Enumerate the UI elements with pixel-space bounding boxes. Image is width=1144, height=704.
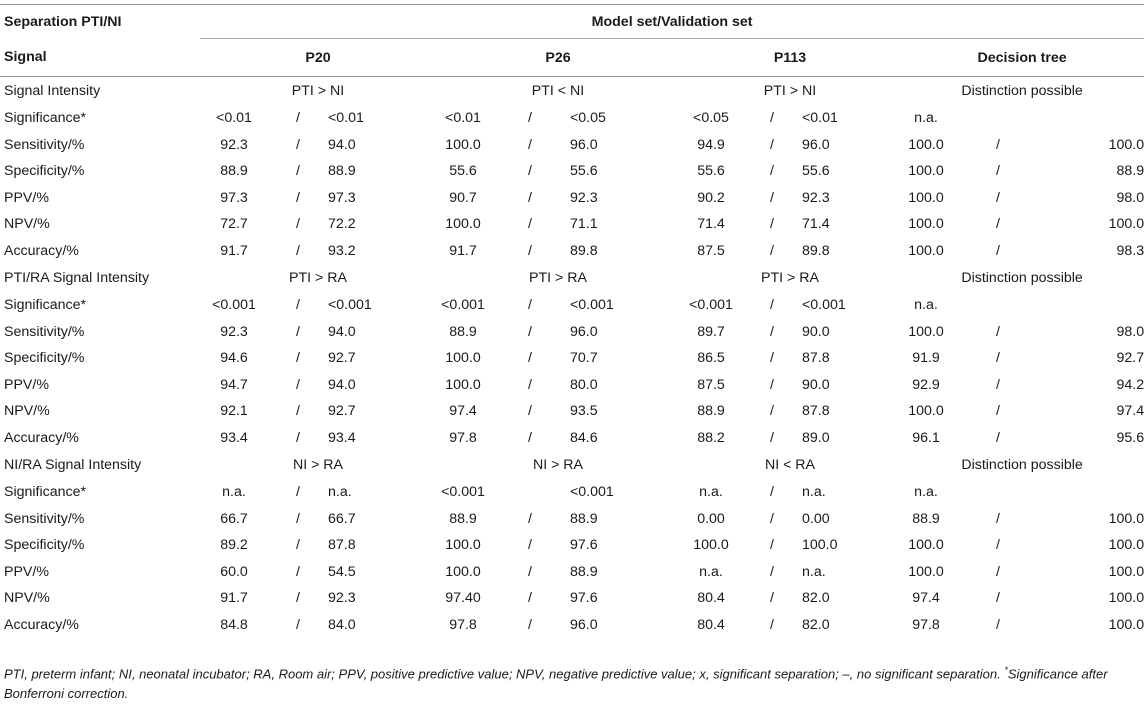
separator-cell: / bbox=[770, 403, 774, 420]
validation-value-cell: <0.001 bbox=[570, 297, 614, 314]
model-value-cell: 92.3 bbox=[220, 323, 248, 340]
validation-value-cell: 96.0 bbox=[570, 136, 598, 153]
table-row bbox=[0, 345, 1144, 372]
model-value-cell: 90.7 bbox=[449, 189, 477, 206]
separator-cell: / bbox=[770, 563, 774, 580]
separator-cell: / bbox=[296, 350, 300, 367]
separator-cell: / bbox=[770, 216, 774, 233]
separator-cell: / bbox=[528, 429, 532, 446]
separator-cell: / bbox=[996, 537, 1000, 554]
metric-label: Sensitivity/% bbox=[4, 323, 85, 340]
validation-value-cell: 0.00 bbox=[802, 510, 830, 527]
model-value-cell: 97.4 bbox=[449, 403, 477, 420]
validation-value-cell: 97.6 bbox=[570, 590, 598, 607]
separator-cell: / bbox=[996, 590, 1000, 607]
comparison-label: PTI > RA bbox=[289, 270, 347, 286]
table-row bbox=[0, 185, 1144, 212]
separator-cell: / bbox=[996, 242, 1000, 259]
section-title: PTI/RA Signal Intensity bbox=[4, 270, 150, 286]
separator-cell: / bbox=[528, 563, 532, 580]
validation-value-cell: 92.3 bbox=[570, 189, 598, 206]
separator-cell: / bbox=[528, 403, 532, 420]
separator-cell: / bbox=[528, 136, 532, 153]
model-value-cell: n.a. bbox=[222, 484, 246, 501]
comparison-label: PTI < NI bbox=[531, 83, 585, 99]
validation-value-cell: 98.0 bbox=[1116, 323, 1144, 340]
model-value-cell: 97.8 bbox=[449, 429, 477, 446]
separator-cell: / bbox=[996, 136, 1000, 153]
separator-cell: / bbox=[996, 163, 1000, 180]
table-row bbox=[0, 506, 1144, 533]
separator-cell: / bbox=[528, 110, 532, 127]
separator-cell: / bbox=[296, 136, 300, 153]
separator-cell: / bbox=[296, 510, 300, 527]
section-header-row bbox=[0, 77, 1144, 106]
model-value-cell: 96.1 bbox=[912, 429, 940, 446]
validation-value-cell: 55.6 bbox=[570, 163, 598, 180]
validation-value-cell: 95.6 bbox=[1116, 429, 1144, 446]
column-header-p113: P113 bbox=[680, 39, 900, 77]
separator-cell: / bbox=[296, 110, 300, 127]
model-value-cell: 90.2 bbox=[697, 189, 725, 206]
model-value-cell: 94.6 bbox=[220, 350, 248, 367]
validation-value-cell: 100.0 bbox=[1108, 537, 1144, 554]
model-value-cell: 89.7 bbox=[697, 323, 725, 340]
comparison-label: PTI > RA bbox=[529, 270, 587, 286]
table-row bbox=[0, 238, 1144, 265]
validation-value-cell: <0.01 bbox=[328, 110, 364, 127]
validation-value-cell: 89.0 bbox=[802, 429, 830, 446]
table-row bbox=[0, 211, 1144, 238]
table-row bbox=[0, 532, 1144, 559]
model-value-cell: 88.9 bbox=[220, 163, 248, 180]
separator-cell: / bbox=[528, 323, 532, 340]
separator-cell: / bbox=[296, 429, 300, 446]
model-value-cell: 100.0 bbox=[908, 242, 944, 259]
model-value-cell: 91.7 bbox=[220, 590, 248, 607]
validation-value-cell: 54.5 bbox=[328, 563, 356, 580]
separator-cell: / bbox=[996, 429, 1000, 446]
table-row bbox=[0, 398, 1144, 425]
model-value-cell: 91.7 bbox=[449, 242, 477, 259]
validation-value-cell: 88.9 bbox=[570, 510, 598, 527]
section-header-row bbox=[0, 451, 1144, 479]
table-row bbox=[0, 319, 1144, 346]
validation-value-cell: 66.7 bbox=[328, 510, 356, 527]
comparison-label: Distinction possible bbox=[961, 457, 1083, 473]
validation-value-cell: 100.0 bbox=[1108, 510, 1144, 527]
table-row bbox=[0, 372, 1144, 399]
separator-cell: / bbox=[996, 563, 1000, 580]
separator-cell: / bbox=[770, 136, 774, 153]
separator-cell: / bbox=[996, 510, 1000, 527]
separator-cell: / bbox=[296, 590, 300, 607]
separator-cell: / bbox=[528, 163, 532, 180]
separator-cell: / bbox=[770, 429, 774, 446]
model-value-cell: <0.01 bbox=[216, 110, 252, 127]
metric-label: Accuracy/% bbox=[4, 616, 79, 633]
signal-header: Signal bbox=[4, 49, 47, 66]
separator-cell: / bbox=[770, 189, 774, 206]
separator-cell: / bbox=[770, 510, 774, 527]
model-value-cell: n.a. bbox=[914, 110, 938, 127]
model-value-cell: 55.6 bbox=[449, 163, 477, 180]
validation-value-cell: 93.5 bbox=[570, 403, 598, 420]
validation-value-cell: 55.6 bbox=[802, 163, 830, 180]
validation-value-cell: 90.0 bbox=[802, 323, 830, 340]
separator-cell: / bbox=[296, 242, 300, 259]
model-value-cell: 94.9 bbox=[697, 136, 725, 153]
model-value-cell: 100.0 bbox=[445, 216, 481, 233]
model-value-cell: 55.6 bbox=[697, 163, 725, 180]
validation-value-cell: 84.0 bbox=[328, 616, 356, 633]
metric-label: Sensitivity/% bbox=[4, 510, 85, 527]
validation-value-cell: 92.7 bbox=[1116, 350, 1144, 367]
comparison-label: NI > RA bbox=[292, 457, 344, 473]
model-value-cell: n.a. bbox=[914, 297, 938, 314]
validation-value-cell: 96.0 bbox=[570, 616, 598, 633]
model-value-cell: 97.40 bbox=[445, 590, 481, 607]
validation-value-cell: 88.9 bbox=[328, 163, 356, 180]
model-value-cell: 97.8 bbox=[449, 616, 477, 633]
comparison-label: PTI > RA bbox=[761, 270, 819, 286]
model-value-cell: 100.0 bbox=[908, 189, 944, 206]
separator-cell: / bbox=[996, 403, 1000, 420]
metric-label: Specificity/% bbox=[4, 350, 85, 367]
model-value-cell: 100.0 bbox=[908, 403, 944, 420]
separator-cell: / bbox=[296, 189, 300, 206]
validation-value-cell: 82.0 bbox=[802, 590, 830, 607]
validation-value-cell: 87.8 bbox=[328, 537, 356, 554]
separator-cell: / bbox=[996, 189, 1000, 206]
row-label-header: Separation PTI/NI bbox=[4, 13, 122, 30]
validation-value-cell: n.a. bbox=[328, 484, 352, 501]
validation-value-cell: <0.01 bbox=[802, 110, 838, 127]
column-header-decision-tree: Decision tree bbox=[900, 39, 1144, 77]
validation-value-cell: 92.3 bbox=[802, 189, 830, 206]
validation-value-cell: 100.0 bbox=[1108, 563, 1144, 580]
model-value-cell: 88.2 bbox=[697, 429, 725, 446]
footnote-text-2: Significance after Bonferroni correction. bbox=[4, 666, 1108, 702]
validation-value-cell: 89.8 bbox=[570, 242, 598, 259]
validation-value-cell: 71.4 bbox=[802, 216, 830, 233]
model-value-cell: 0.00 bbox=[697, 510, 725, 527]
model-value-cell: 92.1 bbox=[220, 403, 248, 420]
separator-cell: / bbox=[770, 163, 774, 180]
model-value-cell: 100.0 bbox=[908, 323, 944, 340]
model-value-cell: n.a. bbox=[699, 563, 723, 580]
model-value-cell: 88.9 bbox=[449, 323, 477, 340]
table-row bbox=[0, 585, 1144, 612]
section-title: Signal Intensity bbox=[4, 83, 101, 99]
validation-value-cell: 88.9 bbox=[570, 563, 598, 580]
separator-cell: / bbox=[528, 297, 532, 314]
separator-cell: / bbox=[996, 350, 1000, 367]
separator-cell: / bbox=[296, 403, 300, 420]
separator-cell: / bbox=[528, 350, 532, 367]
metric-label: Significance* bbox=[4, 484, 87, 501]
model-value-cell: <0.05 bbox=[693, 110, 729, 127]
results-table bbox=[0, 4, 1144, 638]
model-value-cell: 93.4 bbox=[220, 429, 248, 446]
metric-label: PPV/% bbox=[4, 563, 49, 580]
validation-value-cell: n.a. bbox=[802, 563, 826, 580]
table-row bbox=[0, 425, 1144, 452]
model-value-cell: 100.0 bbox=[908, 563, 944, 580]
metric-label: NPV/% bbox=[4, 216, 50, 233]
metric-label: Accuracy/% bbox=[4, 429, 79, 446]
table-row bbox=[0, 559, 1144, 586]
validation-value-cell bbox=[1044, 292, 1144, 319]
model-value-cell: 92.3 bbox=[220, 136, 248, 153]
metric-label: Specificity/% bbox=[4, 163, 85, 180]
column-header-p20: P20 bbox=[200, 39, 436, 77]
validation-value-cell: 92.7 bbox=[328, 403, 356, 420]
separator-cell: / bbox=[528, 537, 532, 554]
model-value-cell: 88.9 bbox=[912, 510, 940, 527]
separator-cell: / bbox=[770, 616, 774, 633]
validation-value-cell: 84.6 bbox=[570, 429, 598, 446]
validation-value-cell: 98.3 bbox=[1116, 242, 1144, 259]
metric-label: PPV/% bbox=[4, 376, 49, 393]
table-row bbox=[0, 612, 1144, 639]
validation-value-cell: <0.001 bbox=[802, 297, 846, 314]
separator-cell: / bbox=[296, 323, 300, 340]
separator-cell: / bbox=[770, 297, 774, 314]
model-value-cell: 71.4 bbox=[697, 216, 725, 233]
comparison-label: NI > RA bbox=[532, 457, 584, 473]
model-value-cell: 91.7 bbox=[220, 242, 248, 259]
validation-value-cell: 100.0 bbox=[1108, 616, 1144, 633]
metric-label: Accuracy/% bbox=[4, 242, 79, 259]
validation-value-cell: 80.0 bbox=[570, 376, 598, 393]
separator-cell: / bbox=[996, 376, 1000, 393]
separator-cell: / bbox=[770, 110, 774, 127]
separator-cell: / bbox=[770, 376, 774, 393]
comparison-label: NI < RA bbox=[764, 457, 816, 473]
model-value-cell: 89.2 bbox=[220, 537, 248, 554]
table-row bbox=[0, 292, 1144, 319]
validation-value-cell bbox=[1044, 105, 1144, 132]
validation-value-cell: 82.0 bbox=[802, 616, 830, 633]
validation-value-cell: 90.0 bbox=[802, 376, 830, 393]
metric-label: PPV/% bbox=[4, 189, 49, 206]
table-body bbox=[0, 77, 1144, 639]
comparison-label: Distinction possible bbox=[961, 270, 1083, 286]
table-row bbox=[0, 105, 1144, 132]
separator-cell: / bbox=[528, 216, 532, 233]
separator-cell: / bbox=[296, 616, 300, 633]
metric-label: NPV/% bbox=[4, 590, 50, 607]
model-value-cell: <0.001 bbox=[441, 297, 485, 314]
model-value-cell: 100.0 bbox=[445, 563, 481, 580]
metric-label: NPV/% bbox=[4, 403, 50, 420]
table-row bbox=[0, 479, 1144, 506]
separator-cell: / bbox=[770, 242, 774, 259]
validation-value-cell: 71.1 bbox=[570, 216, 598, 233]
validation-value-cell: 70.7 bbox=[570, 350, 598, 367]
validation-value-cell: 100.0 bbox=[802, 537, 838, 554]
model-value-cell: 80.4 bbox=[697, 616, 725, 633]
separator-cell: / bbox=[296, 297, 300, 314]
separator-cell: / bbox=[528, 242, 532, 259]
validation-value-cell: 87.8 bbox=[802, 350, 830, 367]
model-value-cell: 84.8 bbox=[220, 616, 248, 633]
validation-value-cell: 93.4 bbox=[328, 429, 356, 446]
validation-value-cell: 100.0 bbox=[1108, 136, 1144, 153]
separator-cell: / bbox=[996, 216, 1000, 233]
validation-value-cell: n.a. bbox=[802, 484, 826, 501]
separator-cell: / bbox=[528, 616, 532, 633]
validation-value-cell: 100.0 bbox=[1108, 590, 1144, 607]
separator-cell: / bbox=[296, 484, 300, 501]
validation-value-cell: 92.3 bbox=[328, 590, 356, 607]
validation-value-cell: 94.2 bbox=[1116, 376, 1144, 393]
table-row bbox=[0, 158, 1144, 185]
separator-cell: / bbox=[296, 537, 300, 554]
separator-cell: / bbox=[770, 537, 774, 554]
model-value-cell: 100.0 bbox=[908, 136, 944, 153]
validation-value-cell: 96.0 bbox=[570, 323, 598, 340]
section-title: NI/RA Signal Intensity bbox=[4, 457, 142, 473]
separator-cell: / bbox=[296, 376, 300, 393]
model-value-cell: <0.001 bbox=[441, 484, 485, 501]
model-value-cell: 100.0 bbox=[445, 376, 481, 393]
separator-cell: / bbox=[996, 616, 1000, 633]
validation-value-cell: 94.0 bbox=[328, 323, 356, 340]
separator-cell: / bbox=[528, 376, 532, 393]
table-row bbox=[0, 132, 1144, 159]
validation-value-cell: 93.2 bbox=[328, 242, 356, 259]
validation-value-cell: 96.0 bbox=[802, 136, 830, 153]
separator-cell: / bbox=[770, 323, 774, 340]
model-value-cell: 92.9 bbox=[912, 376, 940, 393]
table-footnote bbox=[4, 660, 1140, 704]
footnote-text: PTI, preterm infant; NI, neonatal incubator; RA, Room air; PPV, positive predictive value; NPV, negative predictive value; x, significant separation; –, no significant separation. bbox=[4, 666, 1005, 682]
model-value-cell: 100.0 bbox=[908, 163, 944, 180]
model-value-cell: n.a. bbox=[914, 484, 938, 501]
separator-cell: / bbox=[296, 163, 300, 180]
validation-value-cell bbox=[1044, 479, 1144, 506]
comparison-label: Distinction possible bbox=[961, 83, 1083, 99]
validation-value-cell: <0.05 bbox=[570, 110, 606, 127]
model-value-cell: 100.0 bbox=[445, 350, 481, 367]
model-value-cell: 88.9 bbox=[449, 510, 477, 527]
validation-value-cell: 97.4 bbox=[1116, 403, 1144, 420]
validation-value-cell: 94.0 bbox=[328, 376, 356, 393]
separator-cell: / bbox=[770, 590, 774, 607]
model-value-cell: 60.0 bbox=[220, 563, 248, 580]
separator-cell: / bbox=[996, 323, 1000, 340]
metric-label: Significance* bbox=[4, 297, 87, 314]
model-value-cell: 80.4 bbox=[697, 590, 725, 607]
comparison-label: PTI > NI bbox=[291, 83, 345, 99]
validation-value-cell: 97.3 bbox=[328, 189, 356, 206]
validation-value-cell: 72.2 bbox=[328, 216, 356, 233]
validation-value-cell: 94.0 bbox=[328, 136, 356, 153]
model-value-cell: 94.7 bbox=[220, 376, 248, 393]
validation-value-cell: <0.001 bbox=[570, 484, 614, 501]
model-value-cell: 87.5 bbox=[697, 242, 725, 259]
comparison-label: PTI > NI bbox=[763, 83, 817, 99]
model-value-cell: 100.0 bbox=[693, 537, 729, 554]
model-value-cell: 97.8 bbox=[912, 616, 940, 633]
separator-cell: / bbox=[770, 350, 774, 367]
separator-cell: / bbox=[528, 590, 532, 607]
separator-cell: / bbox=[528, 510, 532, 527]
header-row-2 bbox=[0, 39, 1144, 77]
separator-cell bbox=[490, 479, 570, 506]
validation-value-cell: 98.0 bbox=[1116, 189, 1144, 206]
model-value-cell: n.a. bbox=[699, 484, 723, 501]
model-value-cell: <0.01 bbox=[445, 110, 481, 127]
separator-cell bbox=[952, 479, 1044, 506]
separator-cell bbox=[952, 292, 1044, 319]
model-value-cell: 91.9 bbox=[912, 350, 940, 367]
metric-label: Significance* bbox=[4, 110, 87, 127]
validation-value-cell: 92.7 bbox=[328, 350, 356, 367]
model-value-cell: 72.7 bbox=[220, 216, 248, 233]
model-value-cell: 88.9 bbox=[697, 403, 725, 420]
separator-cell: / bbox=[296, 563, 300, 580]
model-value-cell: 87.5 bbox=[697, 376, 725, 393]
model-value-cell: 100.0 bbox=[445, 136, 481, 153]
model-value-cell: 97.4 bbox=[912, 590, 940, 607]
validation-value-cell: 100.0 bbox=[1108, 216, 1144, 233]
validation-value-cell: <0.001 bbox=[328, 297, 372, 314]
footnote-marker: * bbox=[1004, 665, 1008, 675]
separator-cell: / bbox=[770, 484, 774, 501]
model-value-cell: 100.0 bbox=[908, 216, 944, 233]
model-value-cell: 100.0 bbox=[908, 537, 944, 554]
group-header: Model set/Validation set bbox=[591, 13, 753, 30]
separator-cell: / bbox=[528, 189, 532, 206]
header-row-1 bbox=[0, 5, 1144, 39]
validation-value-cell: 97.6 bbox=[570, 537, 598, 554]
separator-cell bbox=[952, 105, 1044, 132]
model-value-cell: 66.7 bbox=[220, 510, 248, 527]
section-header-row bbox=[0, 264, 1144, 292]
validation-value-cell: 87.8 bbox=[802, 403, 830, 420]
validation-value-cell: 89.8 bbox=[802, 242, 830, 259]
model-value-cell: <0.001 bbox=[212, 297, 256, 314]
metric-label: Specificity/% bbox=[4, 537, 85, 554]
model-value-cell: 97.3 bbox=[220, 189, 248, 206]
metric-label: Sensitivity/% bbox=[4, 136, 85, 153]
separator-cell: / bbox=[296, 216, 300, 233]
model-value-cell: <0.001 bbox=[689, 297, 733, 314]
column-header-p26: P26 bbox=[436, 39, 680, 77]
model-value-cell: 100.0 bbox=[445, 537, 481, 554]
model-value-cell: 86.5 bbox=[697, 350, 725, 367]
validation-value-cell: 88.9 bbox=[1116, 163, 1144, 180]
